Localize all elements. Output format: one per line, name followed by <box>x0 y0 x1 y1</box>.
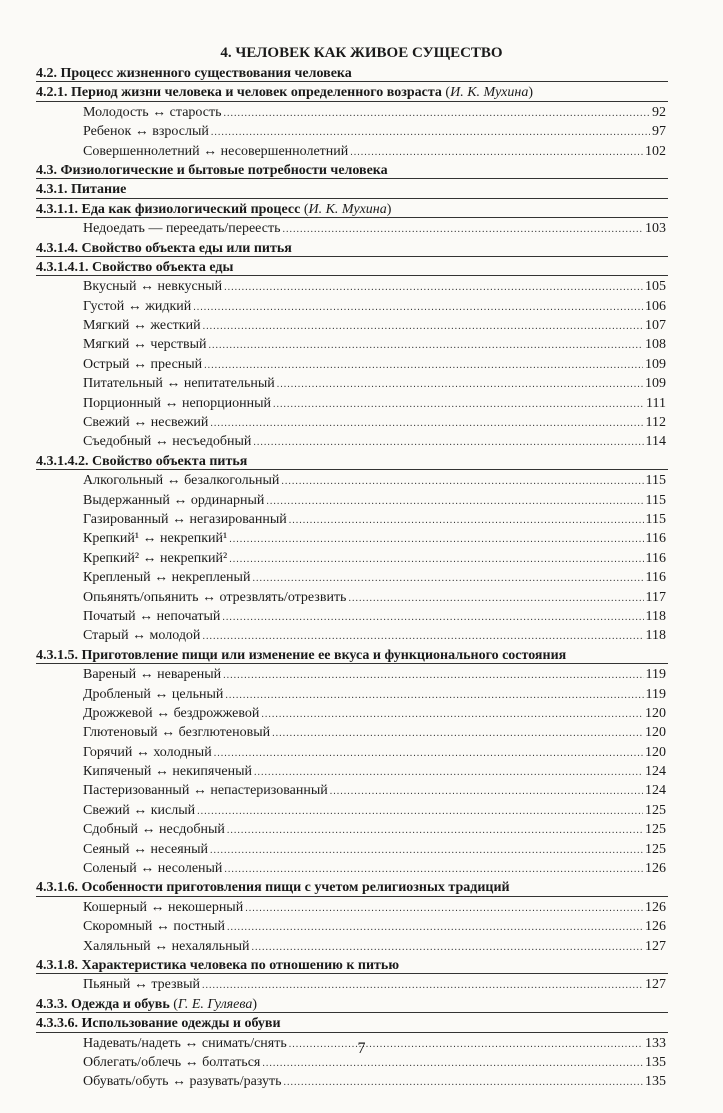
section-underline <box>36 1032 668 1033</box>
entry-page-number: 124 <box>645 764 666 780</box>
section-underline <box>36 1012 668 1013</box>
entry-title: Свежий ↔ несвежий <box>83 415 209 431</box>
section-underline <box>36 896 668 897</box>
entry-page-number: 133 <box>645 1035 666 1051</box>
entry-title: Газированный ↔ негазированный <box>83 511 287 527</box>
toc-entry-line <box>83 937 666 956</box>
section-author: Г. Е. Гуляева <box>177 996 253 1012</box>
entry-title: Крепкий² ↔ некрепкий² <box>83 550 228 566</box>
dot-leader <box>266 492 643 511</box>
entry-page-number: 92 <box>652 104 666 120</box>
entry-page-number: 115 <box>645 492 666 508</box>
section-title-text: 4.3.1.8. Характеристика человека по отношению к питью <box>36 957 400 973</box>
dot-leader <box>348 589 643 608</box>
toc-entry <box>0 103 723 122</box>
dot-leader <box>209 336 643 355</box>
section-author: И. К. Мухина <box>450 85 529 101</box>
toc-entry-line <box>83 917 666 936</box>
entry-page-number: 108 <box>645 337 666 353</box>
dot-leader <box>350 143 643 162</box>
entry-title: Питательный ↔ непитательный <box>83 376 275 392</box>
section-underline <box>36 81 668 82</box>
section-underline <box>36 469 668 470</box>
toc-entry-line <box>83 471 666 490</box>
dot-leader <box>202 976 643 995</box>
toc-entry-line <box>83 607 666 626</box>
entry-page-number: 125 <box>645 822 666 838</box>
section-underline <box>36 217 668 218</box>
toc-entry <box>0 781 723 800</box>
toc-entry <box>0 277 723 296</box>
toc-entry-line <box>83 277 666 296</box>
entry-title: Съедобный ↔ несъедобный <box>83 434 252 450</box>
dot-leader <box>202 627 643 646</box>
dot-leader <box>229 530 643 549</box>
toc-entry-line <box>83 801 666 820</box>
entry-title: Совершеннолетний ↔ несовершеннолетний <box>83 143 349 159</box>
toc-entry-line <box>83 665 666 684</box>
entry-page-number: 120 <box>645 744 666 760</box>
toc-entry-line <box>83 122 666 141</box>
dot-leader <box>222 608 643 627</box>
toc-entry <box>0 219 723 238</box>
toc-entry <box>0 665 723 684</box>
toc-entry-line <box>83 316 666 335</box>
entry-page-number: 120 <box>645 705 666 721</box>
entry-page-number: 127 <box>645 938 666 954</box>
dot-leader <box>281 472 643 491</box>
dot-leader <box>211 123 650 142</box>
entry-title: Опьянять/опьянить ↔ отрезвлять/отрезвить <box>83 589 347 605</box>
toc-section-heading <box>0 161 723 180</box>
entry-page-number: 119 <box>645 667 666 683</box>
entry-title: Мягкий ↔ жесткий <box>83 318 201 334</box>
section-title-text: 4.3.1.4. Свойство объекта еды или питья <box>36 240 292 256</box>
entry-title: Кипяченый ↔ некипяченый <box>83 764 252 780</box>
toc-entry <box>0 607 723 626</box>
dot-leader <box>224 278 643 297</box>
entry-title: Вареный ↔ невареный <box>83 667 222 683</box>
toc-entry <box>0 568 723 587</box>
toc-entry <box>0 588 723 607</box>
toc-entry <box>0 685 723 704</box>
entry-title: Вкусный ↔ невкусный <box>83 279 223 295</box>
entry-title: Густой ↔ жидкий <box>83 298 192 314</box>
entry-title: Сеяный ↔ несеяный <box>83 841 209 857</box>
entry-page-number: 103 <box>645 221 666 237</box>
section-title-text: 4.3.3. Одежда и обувь <box>36 996 170 1012</box>
toc-entry <box>0 820 723 839</box>
toc-entry <box>0 510 723 529</box>
entry-page-number: 120 <box>645 725 666 741</box>
section-title-text: 4.3.1.4.1. Свойство объекта еды <box>36 259 234 275</box>
toc-entry-line <box>83 1072 666 1091</box>
toc-entry-line <box>83 297 666 316</box>
toc-entry-line <box>83 103 666 122</box>
section-title: 4.2.1. Период жизни человека и человек определенного возраста (И. К. Мухина) <box>36 85 534 101</box>
toc-entry <box>0 549 723 568</box>
toc-section-heading <box>0 956 723 975</box>
toc-entry <box>0 704 723 723</box>
toc-entry <box>0 335 723 354</box>
dot-leader <box>229 550 643 569</box>
toc-section-heading <box>0 258 723 277</box>
dot-leader <box>223 104 650 123</box>
dot-leader <box>245 899 643 918</box>
entry-page-number: 116 <box>645 570 666 586</box>
entry-page-number: 115 <box>645 511 666 527</box>
toc-entry-line <box>83 723 666 742</box>
entry-title: Пьяный ↔ трезвый <box>83 977 201 993</box>
section-underline <box>36 101 668 102</box>
section-underline <box>36 256 668 257</box>
toc-entry <box>0 898 723 917</box>
table-of-contents <box>0 64 723 1092</box>
toc-entry-line <box>83 975 666 994</box>
entry-title: Мягкий ↔ черствый <box>83 337 207 353</box>
toc-entry <box>0 413 723 432</box>
toc-entry <box>0 355 723 374</box>
toc-entry <box>0 142 723 161</box>
toc-section-heading <box>0 995 723 1014</box>
dot-leader <box>254 763 643 782</box>
entry-page-number: 116 <box>645 531 666 547</box>
toc-section-heading <box>0 64 723 83</box>
section-underline <box>36 973 668 974</box>
entry-title: Дробленый ↔ цельный <box>83 686 224 702</box>
toc-entry-line <box>83 432 666 451</box>
entry-title: Дрожжевой ↔ бездрожжевой <box>83 705 260 721</box>
section-title-text: 4.3.1.5. Приготовление пищи или изменение ее вкуса и функционального состояния <box>36 647 567 663</box>
entry-title: Скоромный ↔ постный <box>83 919 225 935</box>
toc-entry-line <box>83 588 666 607</box>
entry-page-number: 116 <box>645 550 666 566</box>
toc-entry <box>0 840 723 859</box>
section-title-text: 4.3.1. Питание <box>36 182 127 198</box>
section-underline <box>36 275 668 276</box>
entry-page-number: 125 <box>645 802 666 818</box>
dot-leader <box>261 705 643 724</box>
entry-title: Соленый ↔ несоленый <box>83 861 223 877</box>
entry-page-number: 135 <box>645 1074 666 1090</box>
dot-leader <box>197 802 643 821</box>
toc-entry-line <box>83 510 666 529</box>
toc-entry-line <box>83 549 666 568</box>
toc-entry <box>0 917 723 936</box>
toc-entry-line <box>83 743 666 762</box>
toc-entry-line <box>83 413 666 432</box>
entry-page-number: 112 <box>645 415 666 431</box>
entry-page-number: 109 <box>645 376 666 392</box>
dot-leader <box>282 220 643 239</box>
section-title-text: 4.3. Физиологические и бытовые потребности человека <box>36 162 388 178</box>
entry-page-number: 126 <box>645 899 666 915</box>
entry-page-number: 126 <box>645 919 666 935</box>
entry-title: Старый ↔ молодой <box>83 628 201 644</box>
toc-entry-line <box>83 685 666 704</box>
entry-page-number: 107 <box>645 318 666 334</box>
toc-entry <box>0 1072 723 1091</box>
toc-section-heading <box>0 83 723 102</box>
dot-leader <box>253 433 643 452</box>
entry-title: Пастеризованный ↔ непастеризованный <box>83 783 328 799</box>
section-underline <box>36 178 668 179</box>
toc-entry-line <box>83 374 666 393</box>
toc-entry <box>0 529 723 548</box>
toc-section-heading <box>0 180 723 199</box>
dot-leader <box>193 298 643 317</box>
entry-page-number: 117 <box>645 589 666 605</box>
chapter-title: 4. ЧЕЛОВЕК КАК ЖИВОЕ СУЩЕСТВО <box>220 45 503 61</box>
dot-leader <box>330 782 643 801</box>
toc-entry <box>0 316 723 335</box>
entry-page-number: 111 <box>646 395 666 411</box>
dot-leader <box>214 744 643 763</box>
section-title-text: 4.3.1.1. Еда как физиологический процесс <box>36 201 301 217</box>
section-title-text: 4.3.1.6. Особенности приготовления пищи с учетом религиозных традиций <box>36 880 510 896</box>
entry-title: Молодость ↔ старость <box>83 104 222 120</box>
toc-entry-line <box>83 219 666 238</box>
entry-page-number: 127 <box>645 977 666 993</box>
entry-title: Початый ↔ непочатый <box>83 608 221 624</box>
toc-entry-line <box>83 355 666 374</box>
dot-leader <box>273 395 644 414</box>
entry-page-number: 124 <box>645 783 666 799</box>
entry-page-number: 109 <box>645 356 666 372</box>
entry-page-number: 125 <box>645 841 666 857</box>
dot-leader <box>252 938 644 957</box>
section-title-text: 4.2.1. Период жизни человека и человек определенного возраста <box>36 85 442 101</box>
entry-title: Крепкий¹ ↔ некрепкий¹ <box>83 531 228 547</box>
toc-section-heading <box>0 1014 723 1033</box>
section-title-text: 4.3.3.6. Использование одежды и обуви <box>36 1016 281 1032</box>
toc-section-heading <box>0 452 723 471</box>
section-underline <box>36 663 668 664</box>
toc-section-heading <box>0 646 723 665</box>
toc-entry <box>0 975 723 994</box>
toc-entry <box>0 122 723 141</box>
toc-entry-line <box>83 626 666 645</box>
toc-entry <box>0 743 723 762</box>
entry-title: Глютеновый ↔ безглютеновый <box>83 725 271 741</box>
section-title-text: 4.2. Процесс жизненного существования человека <box>36 66 352 81</box>
toc-entry-line <box>83 704 666 723</box>
toc-entry <box>0 937 723 956</box>
entry-title: Обувать/обуть ↔ разувать/разуть <box>83 1074 282 1090</box>
toc-entry <box>0 432 723 451</box>
entry-title: Алкогольный ↔ безалкогольный <box>83 473 280 489</box>
entry-title: Сдобный ↔ несдобный <box>83 822 225 838</box>
toc-entry-line <box>83 335 666 354</box>
toc-entry-line <box>83 529 666 548</box>
entry-page-number: 114 <box>645 434 666 450</box>
toc-entry-line <box>83 820 666 839</box>
entry-page-number: 105 <box>645 279 666 295</box>
section-title: 4.3.3. Одежда и обувь (Г. Е. Гуляева) <box>36 996 258 1012</box>
entry-title: Недоедать — переедать/переесть <box>83 221 281 237</box>
entry-title: Облегать/облечь ↔ болтаться <box>83 1054 261 1070</box>
toc-entry <box>0 471 723 490</box>
dot-leader <box>252 569 643 588</box>
dot-leader <box>204 356 643 375</box>
section-title-text: 4.3.1.4.2. Свойство объекта питья <box>36 453 248 469</box>
toc-entry <box>0 394 723 413</box>
entry-page-number: 118 <box>645 608 666 624</box>
toc-entry <box>0 801 723 820</box>
toc-section-heading <box>0 878 723 897</box>
dot-leader <box>210 841 643 860</box>
toc-entry-line <box>83 859 666 878</box>
dot-leader <box>224 860 643 879</box>
toc-entry-line <box>83 781 666 800</box>
dot-leader <box>289 511 644 530</box>
toc-entry-line <box>83 840 666 859</box>
dot-leader <box>272 724 643 743</box>
toc-entry-line <box>83 491 666 510</box>
toc-entry <box>0 491 723 510</box>
entry-title: Ребенок ↔ взрослый <box>83 124 209 140</box>
entry-title: Свежий ↔ кислый <box>83 802 196 818</box>
page-number: 7 <box>357 1040 366 1057</box>
dot-leader <box>284 1073 643 1092</box>
dot-leader <box>227 918 643 937</box>
entry-page-number: 115 <box>645 473 666 489</box>
toc-section-heading <box>0 239 723 258</box>
entry-page-number: 118 <box>645 628 666 644</box>
section-title: 4.3.1.1. Еда как физиологический процесс (И. К. Мухина) <box>36 201 392 217</box>
entry-page-number: 135 <box>645 1054 666 1070</box>
dot-leader <box>227 821 643 840</box>
entry-title: Кошерный ↔ некошерный <box>83 899 244 915</box>
dot-leader <box>225 686 643 705</box>
toc-entry-line <box>83 142 666 161</box>
entry-title: Выдержанный ↔ ординарный <box>83 492 265 508</box>
toc-entry <box>0 626 723 645</box>
toc-entry <box>0 762 723 781</box>
section-underline <box>36 198 668 199</box>
toc-entry <box>0 723 723 742</box>
toc-entry-line <box>83 898 666 917</box>
entry-page-number: 102 <box>645 143 666 159</box>
dot-leader <box>223 666 643 685</box>
entry-title: Крепленый ↔ некрепленый <box>83 570 251 586</box>
toc-entry <box>0 297 723 316</box>
entry-title: Острый ↔ пресный <box>83 356 203 372</box>
toc-entry <box>0 859 723 878</box>
toc-entry-line <box>83 762 666 781</box>
dot-leader <box>203 317 643 336</box>
toc-entry <box>0 374 723 393</box>
entry-page-number: 106 <box>645 298 666 314</box>
toc-entry-line <box>83 394 666 413</box>
entry-title: Надевать/надеть ↔ снимать/снять <box>83 1035 287 1051</box>
dot-leader <box>277 375 643 394</box>
entry-title: Горячий ↔ холодный <box>83 744 212 760</box>
toc-section-heading <box>0 200 723 219</box>
entry-page-number: 119 <box>645 686 666 702</box>
toc-entry-line <box>83 568 666 587</box>
entry-page-number: 97 <box>652 124 666 140</box>
section-author: И. К. Мухина <box>308 201 387 217</box>
entry-title: Порционный ↔ непорционный <box>83 395 272 411</box>
entry-page-number: 126 <box>645 861 666 877</box>
entry-title: Халяльный ↔ нехаляльный <box>83 938 250 954</box>
dot-leader <box>210 414 643 433</box>
